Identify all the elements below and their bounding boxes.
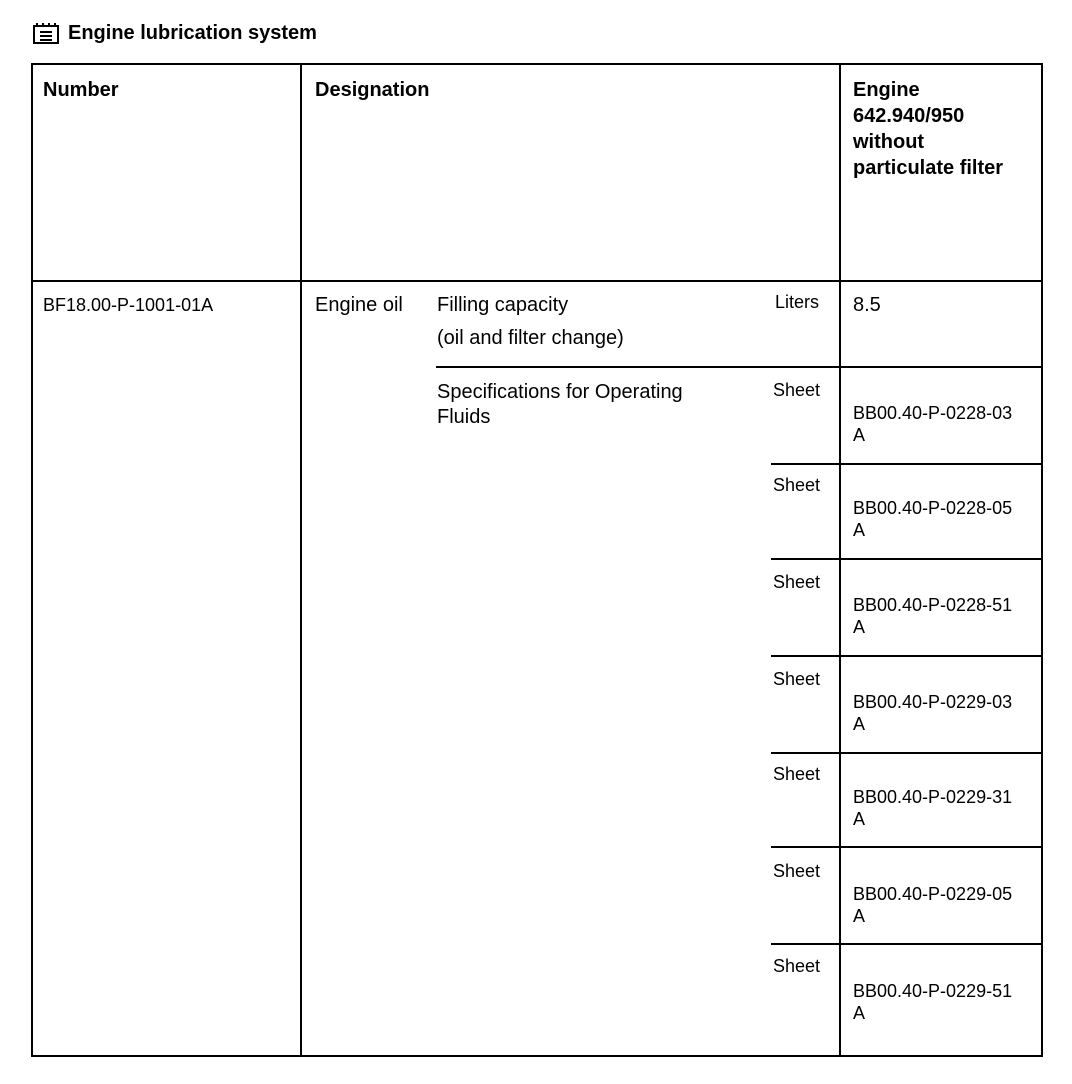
page-title: Engine lubrication system — [68, 21, 317, 44]
sheet-unit: Sheet — [773, 764, 821, 784]
sheet-unit: Sheet — [773, 572, 821, 592]
sheet-unit: Sheet — [773, 380, 821, 400]
sheet-divider — [771, 752, 1041, 754]
row-designation: Engine oil — [315, 294, 403, 316]
sheet-divider — [771, 558, 1041, 560]
sheet-divider — [771, 943, 1041, 945]
document-icon — [32, 21, 60, 45]
header-divider — [33, 280, 1041, 282]
sheet-divider — [771, 463, 1041, 465]
filling-divider — [436, 366, 1041, 368]
col-divider-2 — [839, 65, 841, 1055]
sheet-divider — [771, 655, 1041, 657]
sheet-code: BB00.40-P-0229-51 A — [853, 981, 1013, 1023]
sheet-code: BB00.40-P-0228-05 A — [853, 498, 1013, 540]
sheet-unit: Sheet — [773, 956, 821, 976]
header-designation: Designation — [315, 79, 430, 101]
filling-unit: Liters — [775, 292, 820, 312]
section-title — [32, 16, 317, 50]
header-number: Number — [43, 79, 119, 101]
sheet-code: BB00.40-P-0228-51 A — [853, 595, 1013, 637]
sheet-unit: Sheet — [773, 669, 821, 689]
specs-label: Specifications for Operating Fluids — [437, 381, 683, 428]
filling-value: 8.5 — [853, 294, 881, 316]
specs-table — [31, 63, 1043, 1057]
sheet-code: BB00.40-P-0229-31 A — [853, 787, 1013, 829]
sheet-unit: Sheet — [773, 861, 821, 881]
header-engine: Engine 642.940/950 without particulate filter — [853, 79, 1004, 179]
sheet-divider — [771, 846, 1041, 848]
filling-capacity-label: Filling capacity (oil and filter change) — [437, 294, 624, 349]
sheet-unit: Sheet — [773, 475, 821, 495]
sheet-code: BB00.40-P-0228-03 A — [853, 403, 1013, 445]
col-divider-1 — [300, 65, 302, 1055]
row-number: BF18.00-P-1001-01A — [43, 295, 214, 315]
sheet-code: BB00.40-P-0229-03 A — [853, 692, 1013, 734]
sheet-code: BB00.40-P-0229-05 A — [853, 884, 1013, 926]
